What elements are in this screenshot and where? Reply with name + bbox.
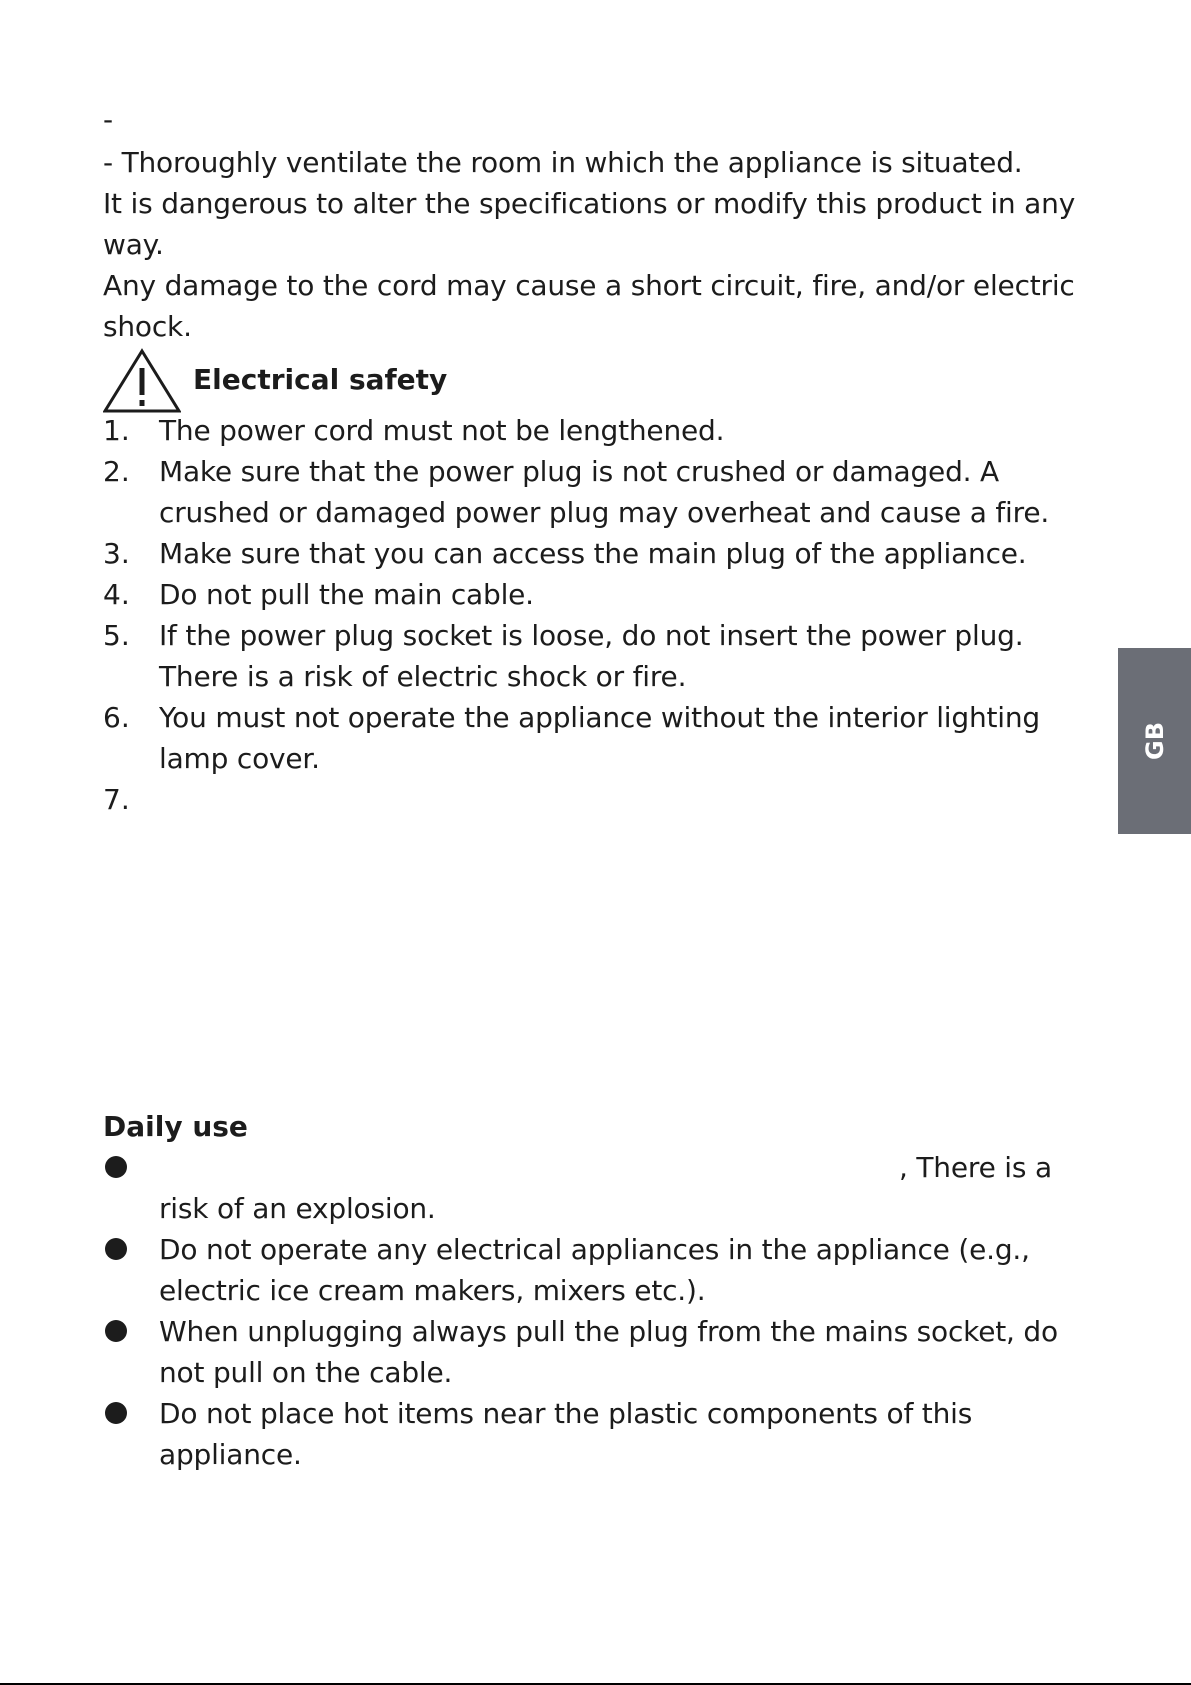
- list-item-number: 4.: [103, 578, 130, 611]
- list-item-text: not pull on the cable.: [159, 1356, 453, 1389]
- list-item-text: appliance.: [159, 1438, 302, 1471]
- daily-use-heading: Daily use: [103, 1110, 248, 1143]
- list-item-number: 2.: [103, 455, 130, 488]
- list-item-text: Do not pull the main cable.: [159, 578, 534, 611]
- alter-text-line2: way.: [103, 228, 164, 261]
- list-item-text: risk of an explosion.: [159, 1192, 436, 1225]
- list-item-number: 3.: [103, 537, 130, 570]
- damage-text-line1: Any damage to the cord may cause a short circuit, fire, and/or electric: [103, 269, 1075, 302]
- list-item-text: You must not operate the appliance without the interior lighting: [159, 701, 1040, 734]
- alter-text-line1: It is dangerous to alter the specifications or modify this product in any: [103, 187, 1076, 220]
- list-item-number: 5.: [103, 619, 130, 652]
- list-item-text: Make sure that the power plug is not crushed or damaged. A: [159, 455, 999, 488]
- list-item-number: 1.: [103, 414, 130, 447]
- list-item-text: There is a risk of electric shock or fire.: [159, 660, 687, 693]
- bullet-icon: [105, 1238, 127, 1260]
- list-item-text: , There is a: [899, 1151, 1052, 1184]
- damage-text-line2: shock.: [103, 310, 192, 343]
- language-tab-label: GB: [1140, 722, 1169, 760]
- bullet-icon: [105, 1402, 127, 1424]
- top-dash: -: [103, 103, 113, 136]
- bullet-icon: [105, 1320, 127, 1342]
- list-item-text: When unplugging always pull the plug from the mains socket, do: [159, 1315, 1058, 1348]
- warning-triangle-icon: [103, 348, 181, 414]
- bullet-icon: [105, 1156, 127, 1178]
- list-item-text: lamp cover.: [159, 742, 320, 775]
- list-item-text: crushed or damaged power plug may overheat and cause a fire.: [159, 496, 1050, 529]
- list-item-text: If the power plug socket is loose, do not insert the power plug.: [159, 619, 1024, 652]
- list-item-text: Make sure that you can access the main plug of the appliance.: [159, 537, 1027, 570]
- list-item-text: electric ice cream makers, mixers etc.).: [159, 1274, 706, 1307]
- list-item-number: 6.: [103, 701, 130, 734]
- list-item-text: The power cord must not be lengthened.: [159, 414, 725, 447]
- ventilate-text: - Thoroughly ventilate the room in which the appliance is situated.: [103, 146, 1023, 179]
- electrical-safety-heading: Electrical safety: [193, 363, 448, 396]
- list-item-text: Do not place hot items near the plastic components of this: [159, 1397, 973, 1430]
- language-tab: [1118, 648, 1191, 834]
- list-item-number: 7.: [103, 783, 130, 816]
- list-item-text: Do not operate any electrical appliances in the appliance (e.g.,: [159, 1233, 1030, 1266]
